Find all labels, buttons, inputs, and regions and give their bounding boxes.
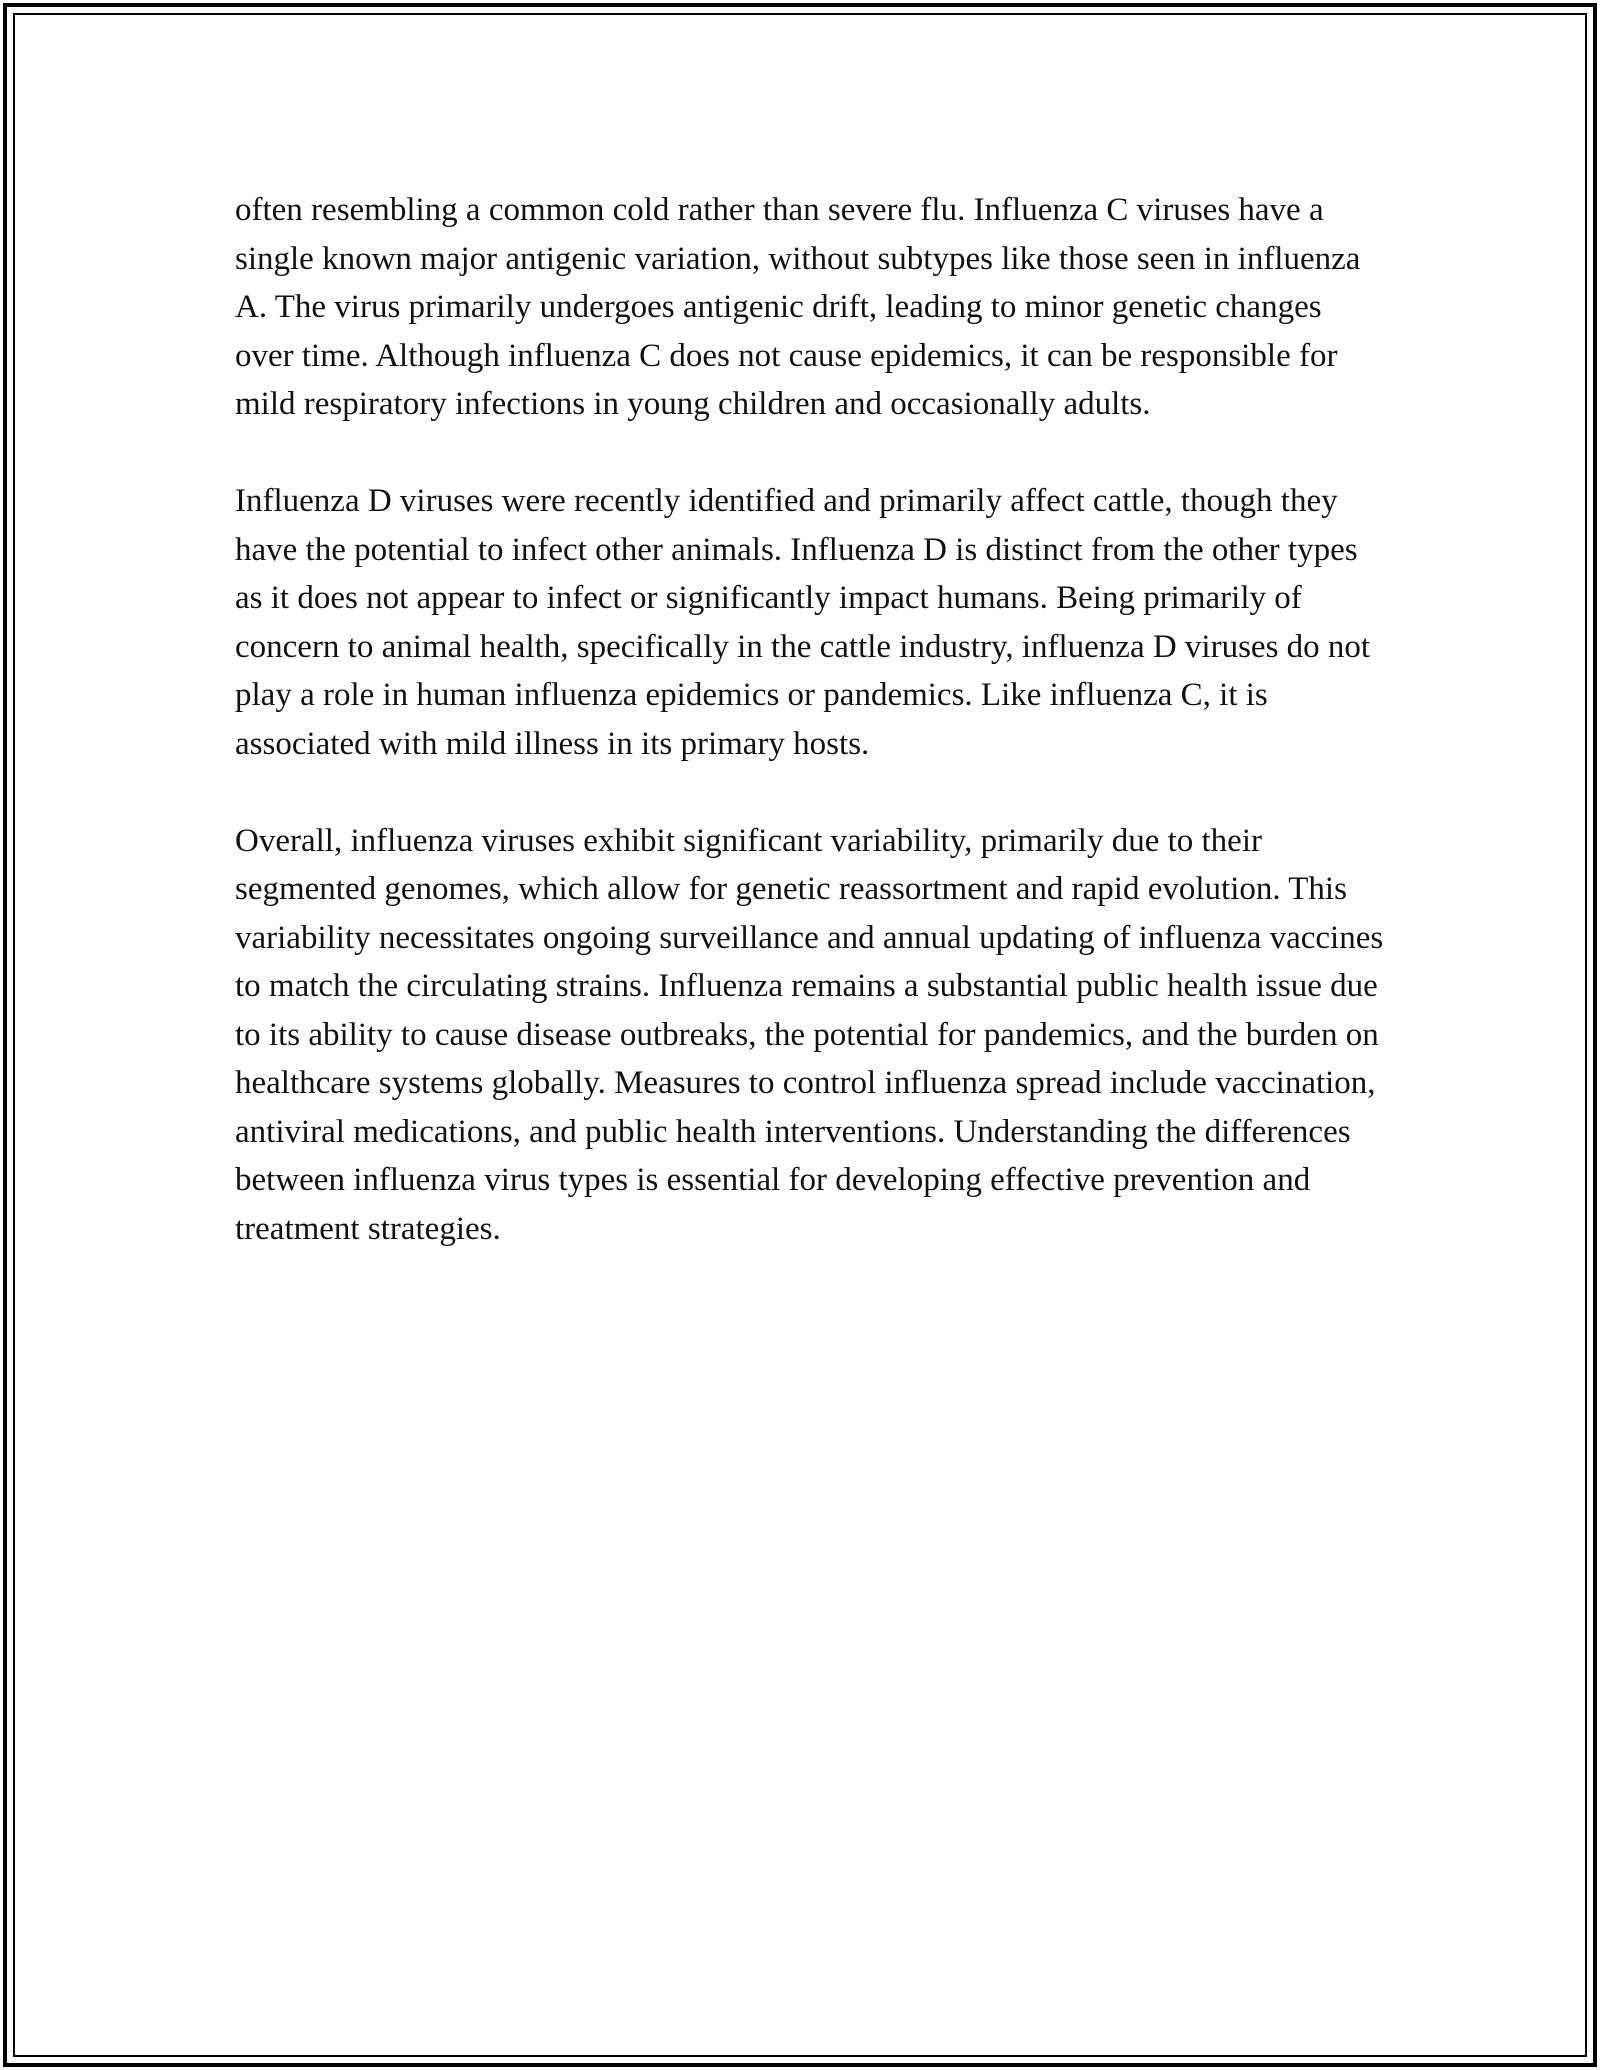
paragraph-influenza-d: Influenza D viruses were recently identified and primarily affect cattle, though they have the potential to infect other animals. Influenza D is distinct from the other types as it does not appear to infect or significantly impact humans. Being primarily of concern to animal health, specifically in the cattle industry, influenza D viruses do not play a role in human influenza epidemics or pandemics. Like influenza C, it is associated with mild illness in its primary hosts.	[235, 483, 1371, 762]
document-body	[235, 186, 1385, 1302]
paragraph-influenza-c: often resembling a common cold rather than severe flu. Influenza C viruses have a single known major antigenic variation, without subtypes like those seen in influenza A. The virus primarily undergoes antigenic drift, leading to minor genetic changes over time. Although influenza C does not cause epidemics, it can be responsible for mild respiratory infections in young children and occasionally adults.	[235, 192, 1361, 422]
paragraph-overall: Overall, influenza viruses exhibit significant variability, primarily due to their segmented genomes, which allow for genetic reassortment and rapid evolution. This variability necessitates ongoing surveillance and annual updating of influenza vaccines to match the circulating strains. Influenza remains a substantial public health issue due to its ability to cause disease outbreaks, the potential for pandemics, and the burden on healthcare systems globally. Measures to control influenza spread include vaccination, antiviral medications, and public health interventions. Understanding the differences between influenza virus types is essential for developing effective prevention and treatment strategies.	[235, 822, 1384, 1247]
